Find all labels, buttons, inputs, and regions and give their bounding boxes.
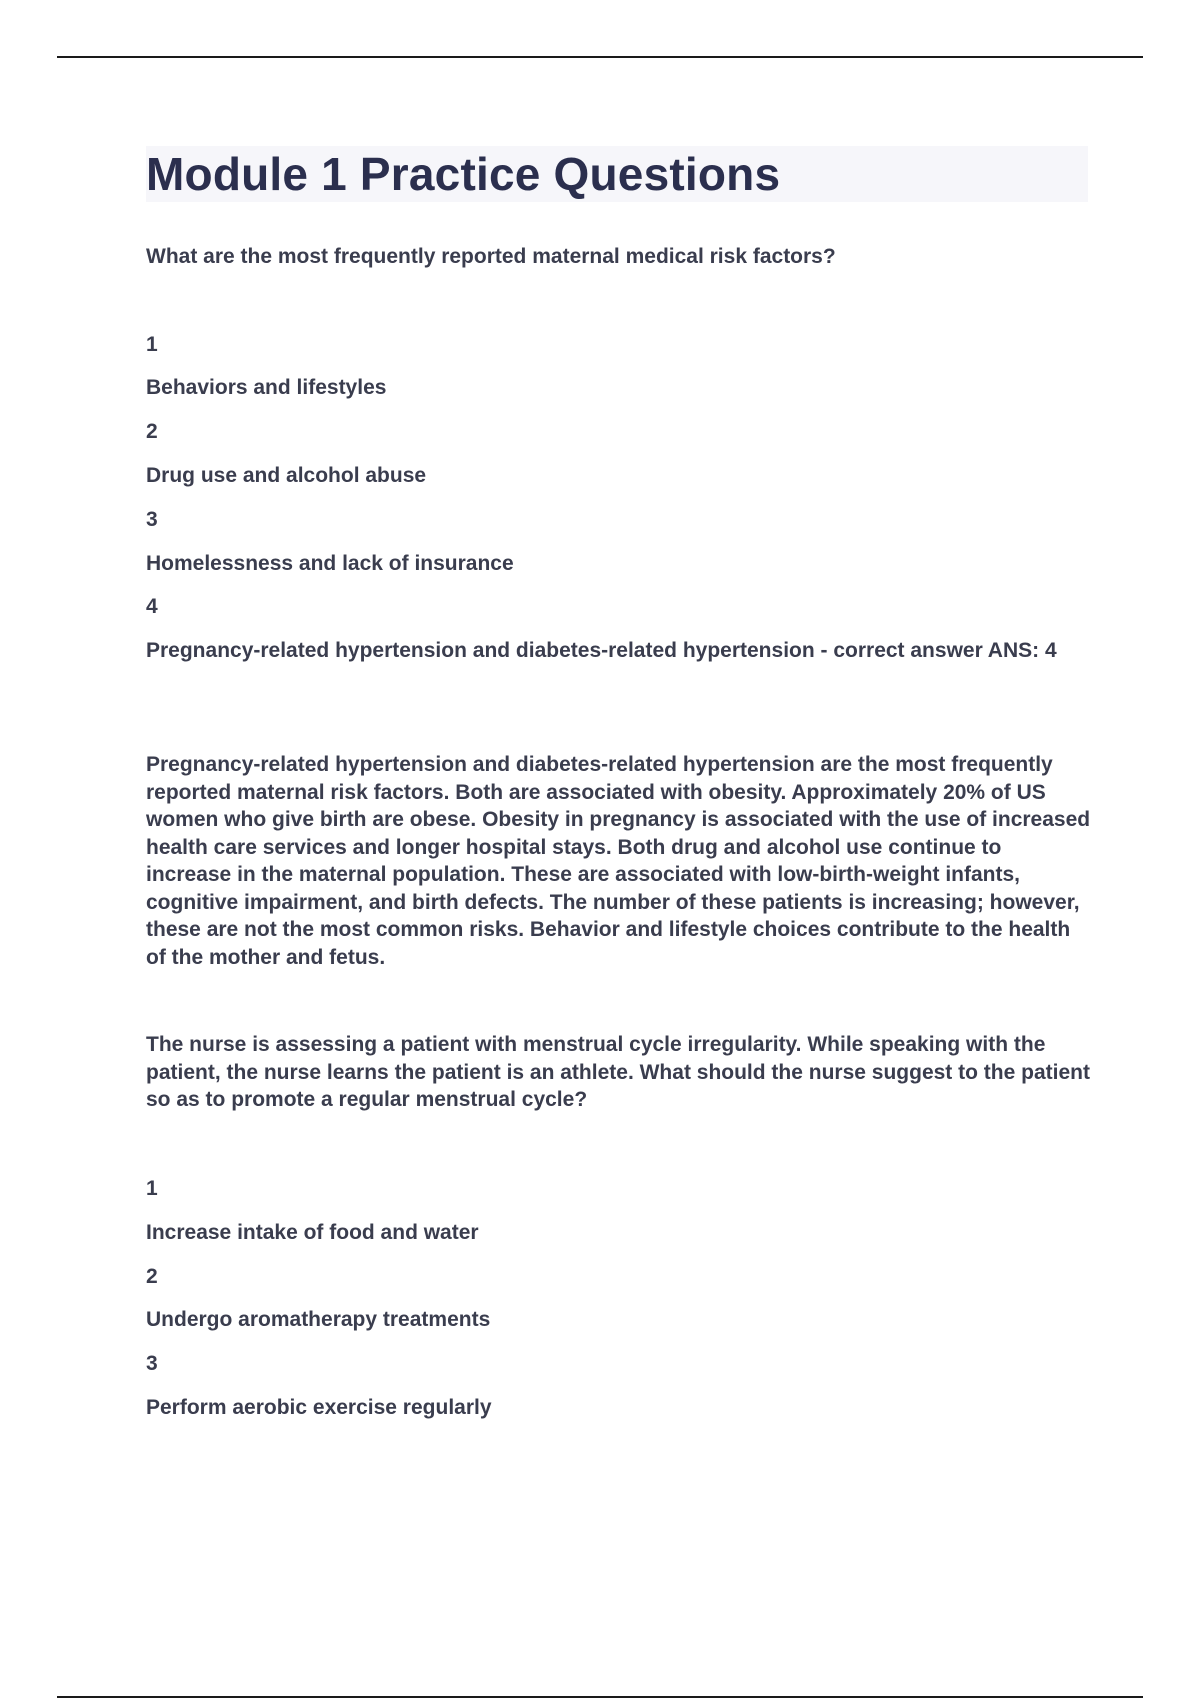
q1-option-2-number: 2 xyxy=(146,420,158,443)
q2-option-3-text: Perform aerobic exercise regularly xyxy=(146,1396,492,1419)
q2-option-1-number: 1 xyxy=(146,1177,158,1200)
question-1-prompt: What are the most frequently reported maternal medical risk factors? xyxy=(146,245,836,268)
bottom-rule xyxy=(57,1696,1143,1698)
top-rule xyxy=(57,56,1143,58)
q1-option-1-number: 1 xyxy=(146,333,158,356)
q2-option-2-number: 2 xyxy=(146,1265,158,1288)
question-2-prompt: The nurse is assessing a patient with menstrual cycle irregularity. While speaking with the patient, the nurse learns the patient is an athlete. What should the nurse suggest to the patient so as to promote a regular menstrual cycle? xyxy=(146,1033,1090,1111)
q1-option-3-text: Homelessness and lack of insurance xyxy=(146,552,514,575)
q1-option-4-number: 4 xyxy=(146,595,158,618)
q2-option-2-text: Undergo aromatherapy treatments xyxy=(146,1308,491,1331)
q2-option-3-number: 3 xyxy=(146,1352,158,1375)
q1-option-1-text: Behaviors and lifestyles xyxy=(146,376,387,399)
q1-option-3-number: 3 xyxy=(146,508,158,531)
question-1-rationale: Pregnancy-related hypertension and diabetes-related hypertension are the most frequently reported maternal risk factors. Both are associated with obesity. Approximately 20% of US women who give birth are obese. Obesity in pregnancy is associated with the use of increased health care services and longer hospital stays. Both drug and alcohol use continue to increase in the maternal population. These are associated with low-birth-weight infants, cognitive impairment, and birth defects. The number of these patients is increasing; however, these are not the most common risks. Behavior and lifestyle choices contribute to the health of the mother and fetus. xyxy=(146,753,1091,969)
q1-option-2-text: Drug use and alcohol abuse xyxy=(146,464,427,487)
q1-option-4-text-with-answer: Pregnancy-related hypertension and diabetes-related hypertension - correct answer ANS: 4 xyxy=(146,639,1057,662)
q2-option-1-text: Increase intake of food and water xyxy=(146,1221,479,1244)
page-title: Module 1 Practice Questions xyxy=(146,148,781,200)
